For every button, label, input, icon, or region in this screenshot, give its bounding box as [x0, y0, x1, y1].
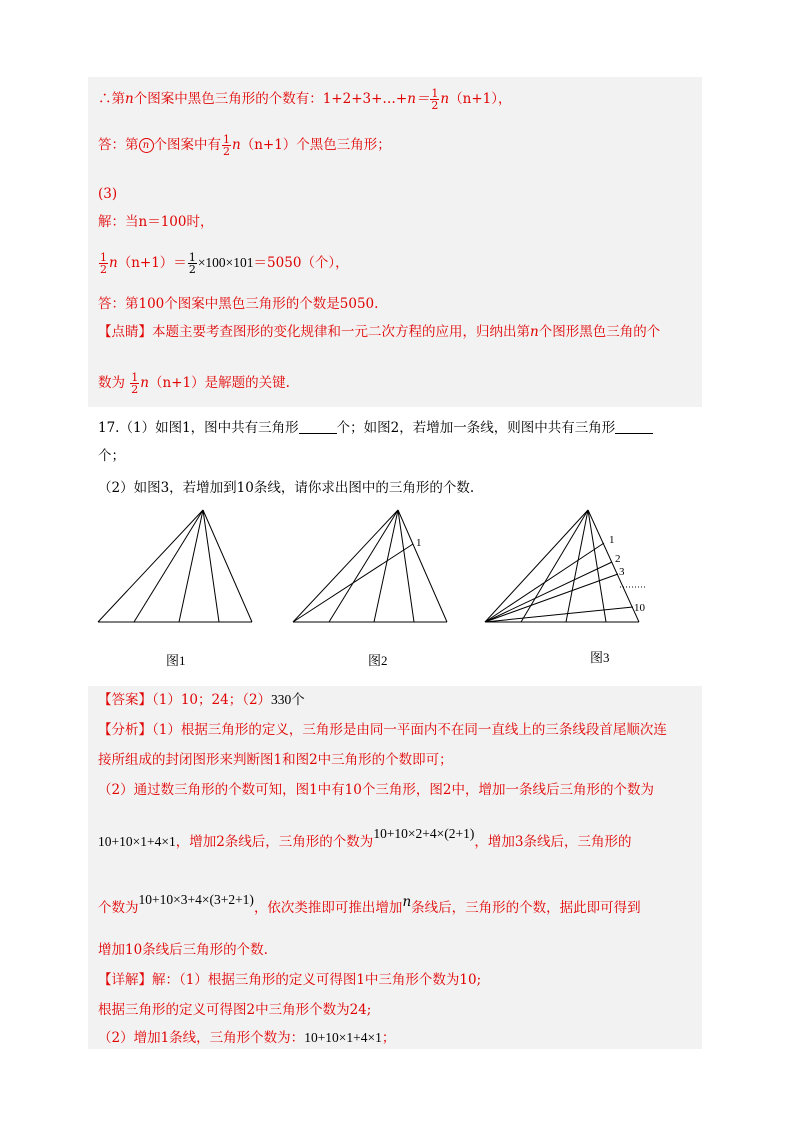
fig2-left-side: [293, 510, 398, 622]
figure-1: [90, 505, 260, 630]
solution-when-line: 解：当n＝100时，: [98, 214, 214, 230]
fig2-cevian-3: [398, 510, 414, 622]
conclusion-line: ∴第n个图案中黑色三角形的个数有：1+2+3+…+n＝ $\frac{1}{2}$ n（n+1），: [98, 87, 512, 112]
fig2-right-side: [398, 510, 447, 622]
figure-1-label: 图1: [166, 653, 186, 668]
fig3-label-2: 2: [615, 553, 621, 565]
fig1-cevian-3: [203, 510, 219, 622]
comment-line-2: 数为 $\frac{1}{2}$ n（n+1）是解题的关键.: [98, 371, 290, 396]
solution-panel-bottom: [88, 686, 702, 1049]
fig1-left-side: [98, 510, 203, 622]
analysis-line-4: 10+10×1+4×1，增加2条线后，三角形的个数为10+10×2+4×(2+1)，增加3条线后，三角形的: [98, 826, 632, 850]
detail-line-2: 根据三角形的定义可得图2中三角形个数为24;: [98, 1002, 372, 1018]
analysis-line-6: 增加10条线后三角形的个数.: [98, 942, 268, 958]
solution-panel-top: [88, 77, 702, 407]
fig3-label-3: 3: [619, 566, 625, 578]
detail-line-3: （2）增加1条线，三角形个数为：10+10×1+4×1；: [98, 1030, 396, 1046]
fig3-label-1: 1: [609, 534, 615, 546]
analysis-line-1: 【分析】（1）根据三角形的定义，三角形是由同一平面内不在同一直线上的三条线段首尾顺次连: [98, 722, 667, 738]
figure-3-label: 图3: [590, 650, 610, 665]
answer-line-2: 答：第 n 个图案中有 $\frac{1}{2}$ n（n+1）个黑色三角形；: [98, 133, 391, 158]
part3-label: (3): [98, 186, 118, 202]
calculation-line: $\frac{1}{2}$ n（n+1）＝ $\frac{1}{2}$ ×100×101＝5050（个），: [100, 251, 349, 276]
fig3-right-side: [588, 510, 639, 622]
fig1-cevian-1: [134, 510, 203, 622]
fig2-cevian-2: [374, 510, 398, 622]
figure-2-label: 图2: [368, 653, 388, 668]
figure-2: [285, 505, 460, 630]
comment-line-1: 【点睛】本题主要考查图形的变化规律和一元二次方程的应用，归纳出第n个图形黑色三角的个: [98, 324, 661, 340]
answer-blank-2: [615, 419, 653, 434]
problem-question-1: 17.（1）如图1，图中共有三角形 个；如图2，若增加一条线，则图中共有三角形: [98, 418, 653, 438]
fig2-added-line: [293, 544, 413, 622]
problem-question-1-end: 个；: [98, 448, 125, 464]
answer-blank-1: [299, 419, 337, 434]
fig1-right-side: [203, 510, 252, 622]
fig3-line-2: [485, 562, 612, 622]
fig2-cevian-1: [329, 510, 398, 622]
answer-line-100: 答：第100个图案中黑色三角形的个数是5050.: [98, 296, 379, 312]
analysis-line-2: 接所组成的封闭图形来判断图1和图2中三角形的个数即可；: [98, 752, 453, 768]
detail-line-1: 【详解】解：（1）根据三角形的定义可得图1中三角形个数为10;: [98, 972, 482, 988]
fig2-line-label: 1: [416, 537, 422, 549]
figure-3: [477, 505, 657, 630]
fig3-label-10: 10: [634, 602, 645, 614]
fig3-line-1: [485, 543, 604, 622]
fraction-half: $\frac{1}{2}$: [431, 87, 439, 112]
answer-line: 【答案】（1）10；24；（2）330个: [98, 692, 305, 708]
fig1-cevian-2: [179, 510, 203, 622]
analysis-line-3: （2）通过数三角形的个数可知，图1中有10个三角形，图2中，增加一条线后三角形的个数为: [98, 782, 654, 798]
analysis-line-5: 个数为10+10×3+4×(3+2+1)，依次类推即可推出增加n条线后，三角形的个数，据此即可得到: [98, 892, 641, 916]
problem-question-2: （2）如图3，若增加到10条线，请你求出图中的三角形的个数.: [98, 480, 475, 496]
fig3-left-side: [485, 510, 588, 622]
circled-n: n: [139, 138, 154, 153]
